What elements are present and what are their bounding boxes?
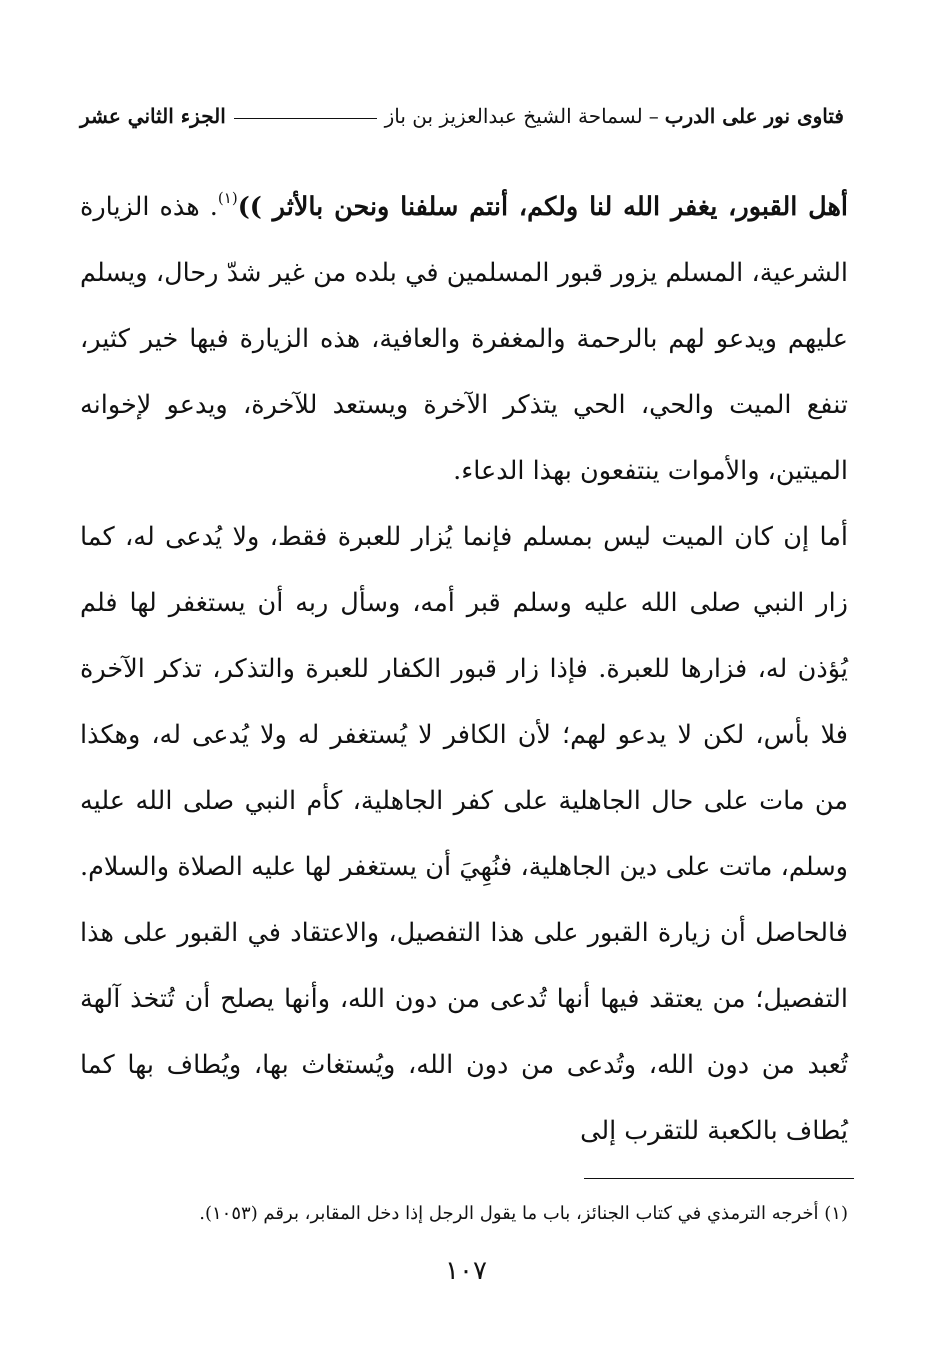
book-title: فتاوى نور على الدرب: [664, 104, 844, 128]
hadith-quote: أهل القبور، يغفر الله لنا ولكم، أنتم سلفنا ونحن بالأثر )): [237, 192, 849, 222]
footnote-divider: [584, 1178, 854, 1179]
footnote: (١) أخرجه الترمذي في كتاب الجنائز، باب ما يقول الرجل إذا دخل المقابر، برقم (١٠٥٣).: [199, 1203, 848, 1224]
main-text: [80, 174, 848, 1164]
paragraph-text: . هذه الزيارة الشرعية، المسلم يزور قبور المسلمين في بلده من غير شدّ رحال، ويسلم عليهم ويدعو لهم بالرحمة والمغفرة والعافية، هذه الزيارة فيها خير كثير، تنفع الميت والحي، الحي يتذكر الآخرة ويستعد للآخرة، ويدعو لإخوانه الميتين، والأموات ينتفعون بهذا الدعاء.: [80, 192, 848, 486]
footnote-ref[interactable]: (١): [217, 189, 238, 207]
page-number: ١٠٧: [445, 1256, 487, 1286]
header-separator: –: [648, 104, 659, 128]
running-header: [80, 96, 844, 136]
part-label: الجزء الثاني عشر: [80, 104, 226, 128]
paragraph: أما إن كان الميت ليس بمسلم فإنما يُزار للعبرة فقط، ولا يُدعى له، كما زار النبي صلى الله عليه وسلم قبر أمه، وسأل ربه أن يستغفر لها فلم يُؤذن له، فزارها للعبرة. فإذا زار قبور الكفار للعبرة والتذكر، تذكر الآخرة فلا بأس، لكن لا يدعو لهم؛ لأن الكافر لا يُستغفر له ولا يُدعى له، وهكذا من مات على حال الجاهلية على كفر الجاهلية، كأم النبي صلى الله عليه وسلم، ماتت على دين الجاهلية، فنُهِيَ أن يستغفر لها عليه الصلاة والسلام. فالحاصل أن زيارة القبور على هذا التفصيل، والاعتقاد في القبور على هذا التفصيل؛ من يعتقد فيها أنها تُدعى من دون الله، وأنها يصلح أن تُتخذ آلهة تُعبد من دون الله، وتُدعى من دون الله، ويُستغاث بها، ويُطاف بها كما يُطاف بالكعبة للتقرب إلى: [80, 522, 848, 1146]
author-line: لسماحة الشيخ عبدالعزيز بن باز: [384, 104, 643, 128]
header-rule: [234, 118, 377, 119]
paragraph: [80, 174, 848, 504]
